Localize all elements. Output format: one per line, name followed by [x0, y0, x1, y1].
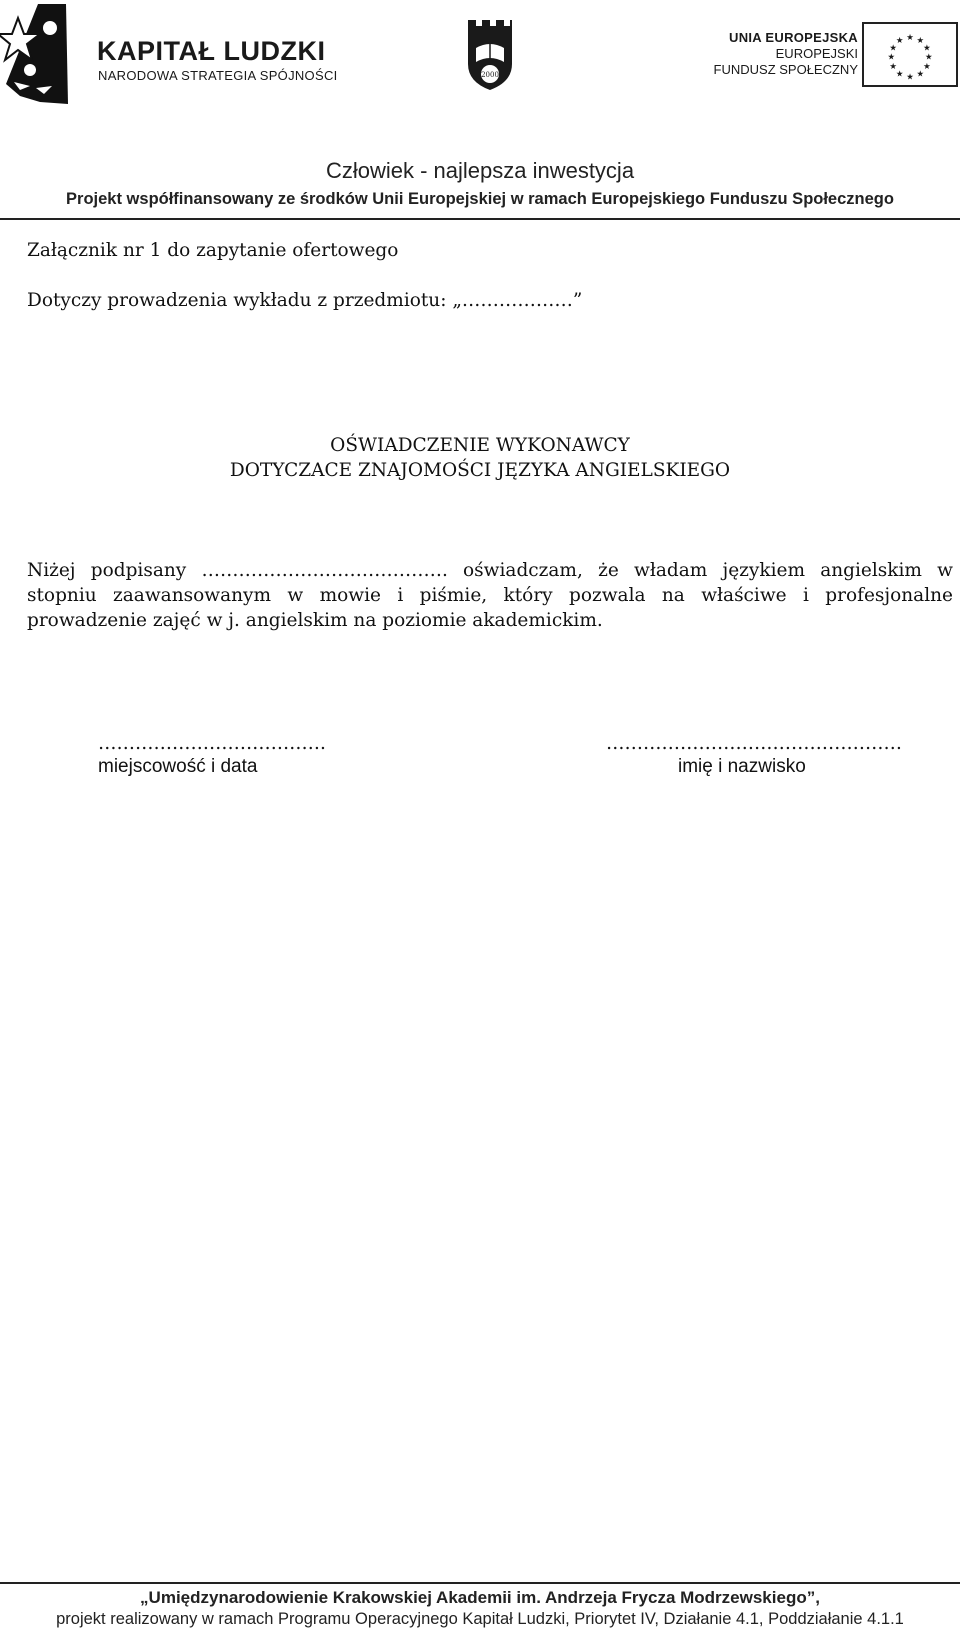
subject-line: Dotyczy prowadzenia wykładu z przedmiotu: „………………” — [27, 290, 583, 311]
header-divider — [0, 218, 960, 220]
document-title-line1: OŚWIADCZENIE WYKONAWCY — [330, 435, 630, 456]
declaration-line3: prowadzenie zajęć w j. angielskim na poziomie akademickim. — [27, 610, 603, 631]
svg-text:★: ★ — [889, 61, 897, 72]
svg-text:★: ★ — [924, 51, 933, 62]
declaration-line1: Niżej podpisany …………………………………. oświadczam, że władam językiem angielskim w — [27, 560, 953, 581]
university-crest-icon — [462, 18, 518, 92]
signature-right-dots: ………………………………………… — [606, 733, 902, 754]
place-date-label: miejscowość i data — [98, 756, 258, 777]
svg-text:★: ★ — [895, 68, 904, 79]
annex-label: Załącznik nr 1 do zapytanie ofertowego — [27, 240, 399, 261]
cofinancing-note: Projekt współfinansowany ze środków Unii Europejskiej w ramach Europejskiego Funduszu Społecznego — [66, 190, 894, 208]
declaration-line2: stopniu zaawansowanym w mowie i piśmie, który pozwala na właściwe i profesjonalne — [27, 585, 953, 606]
eu-line3: FUNDUSZ SPOŁECZNY — [713, 62, 858, 77]
kapital-ludzki-title: KAPITAŁ LUDZKI — [97, 36, 326, 66]
svg-text:★: ★ — [887, 51, 896, 62]
eu-line2: EUROPEJSKI — [775, 46, 858, 61]
svg-text:★: ★ — [916, 68, 925, 79]
svg-text:★: ★ — [906, 71, 914, 82]
eu-line1: UNIA EUROPEJSKA — [729, 30, 858, 45]
footer-divider — [0, 1582, 960, 1584]
kapital-ludzki-logo-icon — [0, 0, 70, 110]
footer-program-note: projekt realizowany w ramach Programu Operacyjnego Kapitał Ludzki, Priorytet IV, Działanie 4.1, Poddziałanie 4.1.1 — [56, 1610, 904, 1628]
crest-year: 2000 — [481, 71, 499, 79]
document-title-line2: DOTYCZACE ZNAJOMOŚCI JĘZYKA ANGIELSKIEGO — [229, 460, 731, 481]
svg-text:★: ★ — [895, 34, 904, 45]
svg-text:★: ★ — [916, 34, 925, 45]
eu-flag-icon — [862, 22, 958, 87]
svg-text:★: ★ — [923, 61, 931, 72]
slogan: Człowiek - najlepsza inwestycja — [325, 158, 635, 183]
eu-text-block — [714, 29, 858, 78]
svg-text:★: ★ — [906, 31, 914, 42]
name-surname-label: imię i nazwisko — [678, 756, 806, 777]
svg-text:★: ★ — [923, 42, 931, 53]
svg-text:★: ★ — [889, 42, 897, 53]
signature-left-dots: ………………………………. — [98, 733, 326, 754]
footer-project-title: „Umiędzynarodowienie Krakowskiej Akademii im. Andrzeja Frycza Modrzewskiego”, — [140, 1588, 820, 1607]
kapital-ludzki-subtitle: NARODOWA STRATEGIA SPÓJNOŚCI — [98, 68, 338, 83]
